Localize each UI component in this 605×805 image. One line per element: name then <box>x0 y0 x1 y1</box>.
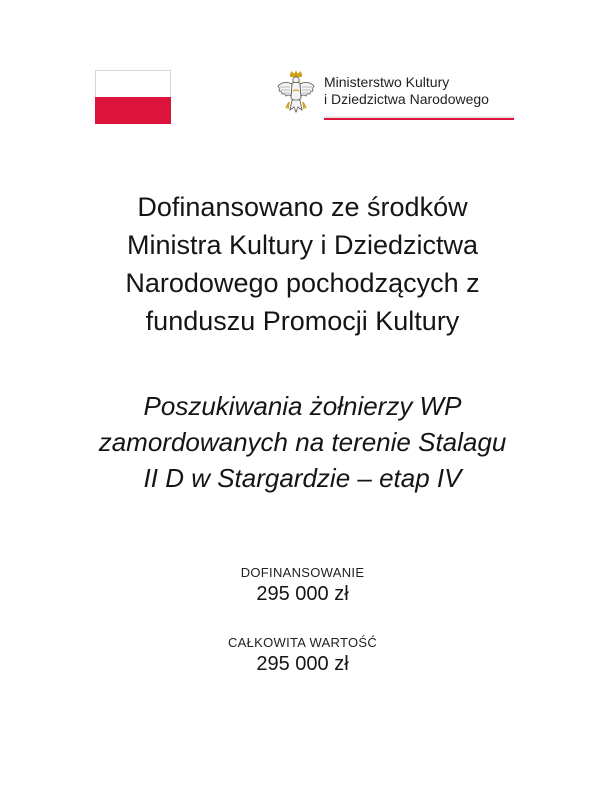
total-value: 295 000 zł <box>256 653 349 675</box>
funding-statement <box>40 188 565 340</box>
funding-statement-line: Narodowego pochodzących z <box>125 268 480 298</box>
flag-red-stripe <box>95 97 171 124</box>
flag-white-stripe <box>95 70 171 97</box>
ministry-underline <box>324 116 514 120</box>
ministry-logo <box>276 70 516 128</box>
funding-amount-block <box>0 564 605 606</box>
project-title-line: II D w Stargardzie – etap IV <box>143 463 462 493</box>
ministry-name <box>324 74 489 108</box>
funding-label: DOFINANSOWANIE <box>240 565 365 580</box>
ministry-name-line1: Ministerstwo Kultury <box>324 74 450 90</box>
funding-value: 295 000 zł <box>256 583 349 605</box>
project-title-line: zamordowanych na terenie Stalagu <box>98 427 507 457</box>
ministry-name-line2: i Dziedzictwa Narodowego <box>324 91 489 107</box>
total-amount-block <box>0 634 605 676</box>
project-title <box>30 388 575 496</box>
eagle-emblem-icon <box>276 70 316 120</box>
project-title-line: Poszukiwania żołnierzy WP <box>143 391 462 421</box>
funding-statement-line: Ministra Kultury i Dziedzictwa <box>126 230 479 260</box>
funding-statement-line: Dofinansowano ze środków <box>137 192 468 222</box>
total-label: CAŁKOWITA WARTOŚĆ <box>227 635 378 650</box>
polish-flag <box>95 70 171 124</box>
funding-statement-line: funduszu Promocji Kultury <box>145 306 460 336</box>
